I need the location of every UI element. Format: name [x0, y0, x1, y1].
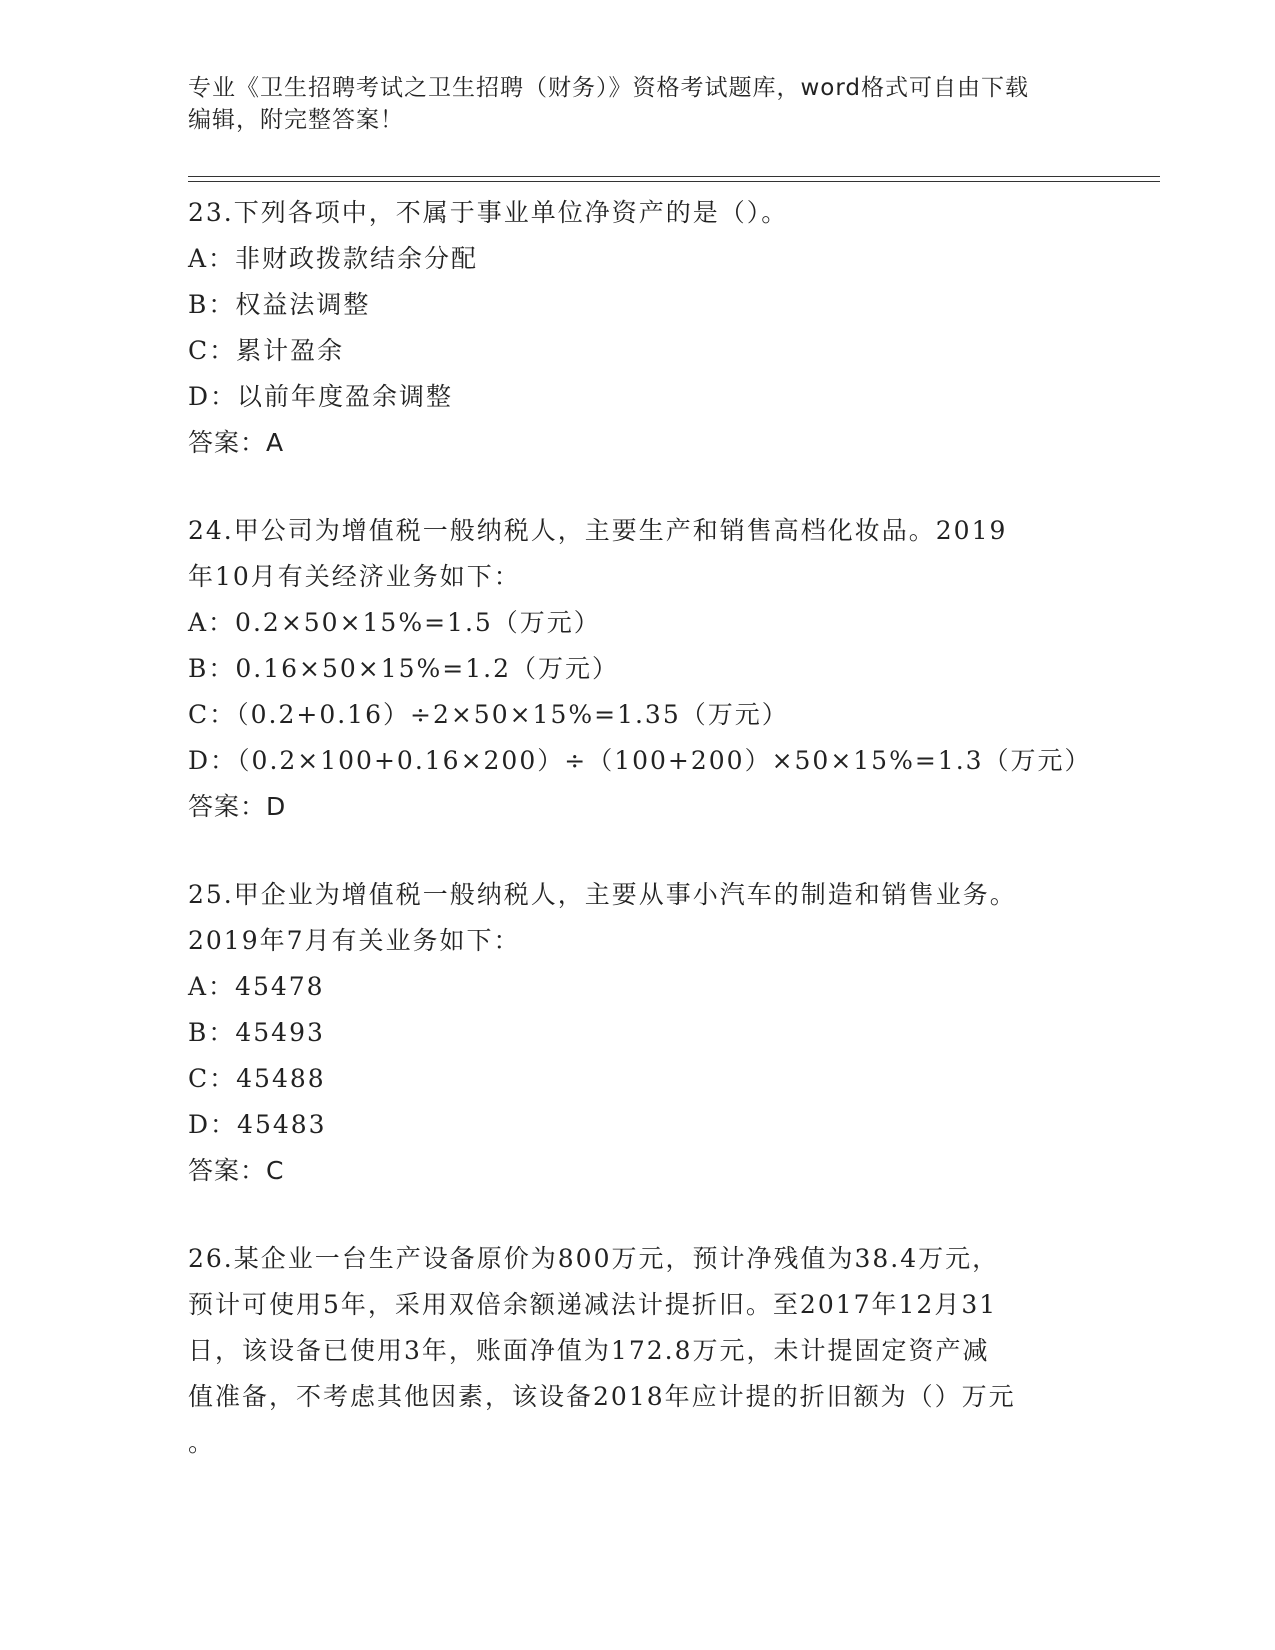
question-stem: 23.下列各项中，不属于事业单位净资产的是（）。	[188, 198, 789, 227]
question-stem-line: 值准备，不考虑其他因素，该设备2018年应计提的折旧额为（）万元	[188, 1382, 1016, 1411]
answer: 答案：D	[188, 792, 287, 821]
question-stem-line: 25.甲企业为增值税一般纳税人，主要从事小汽车的制造和销售业务。	[188, 880, 1017, 909]
option-a: A：45478	[188, 972, 325, 1001]
option-d: D：以前年度盈余调整	[188, 382, 454, 411]
answer: 答案：A	[188, 428, 285, 457]
option-c: C：累计盈余	[188, 336, 345, 365]
question-24	[188, 508, 1092, 830]
question-stem-line: 预计可使用5年，采用双倍余额递减法计提折旧。至2017年12月31	[188, 1290, 998, 1319]
question-stem-line: 26.某企业一台生产设备原价为800万元，预计净残值为38.4万元，	[188, 1244, 1000, 1273]
header-divider-top	[188, 176, 1160, 177]
option-b: B：45493	[188, 1018, 325, 1047]
answer: 答案：C	[188, 1156, 285, 1185]
question-stem-line: 24.甲公司为增值税一般纳税人，主要生产和销售高档化妆品。2019	[188, 516, 1008, 545]
question-26	[188, 1236, 1088, 1466]
question-25	[188, 872, 1088, 1194]
question-stem-line: 年10月有关经济业务如下：	[188, 562, 521, 591]
header-line-2: 编辑，附完整答案！	[188, 107, 404, 133]
question-stem-line: 。	[188, 1428, 216, 1457]
option-b: B：权益法调整	[188, 290, 371, 319]
question-stem-line: 2019年7月有关业务如下：	[188, 926, 521, 955]
option-d: D：45483	[188, 1110, 327, 1139]
document-header	[188, 72, 1088, 136]
option-d: D：（0.2×100+0.16×200）÷（100+200）×50×15%=1.3（万元）	[188, 746, 1092, 775]
header-divider-bottom	[188, 181, 1160, 182]
option-c: C：（0.2+0.16）÷2×50×15%=1.35（万元）	[188, 700, 789, 729]
option-c: C：45488	[188, 1064, 326, 1093]
header-line-1: 专业《卫生招聘考试之卫生招聘（财务）》资格考试题库，word格式可自由下载	[188, 75, 1030, 101]
question-stem-line: 日，该设备已使用3年，账面净值为172.8万元，未计提固定资产减	[188, 1336, 990, 1365]
question-23	[188, 190, 1088, 466]
option-b: B：0.16×50×15%=1.2（万元）	[188, 654, 620, 683]
option-a: A：0.2×50×15%=1.5（万元）	[188, 608, 601, 637]
option-a: A：非财政拨款结余分配	[188, 244, 479, 273]
